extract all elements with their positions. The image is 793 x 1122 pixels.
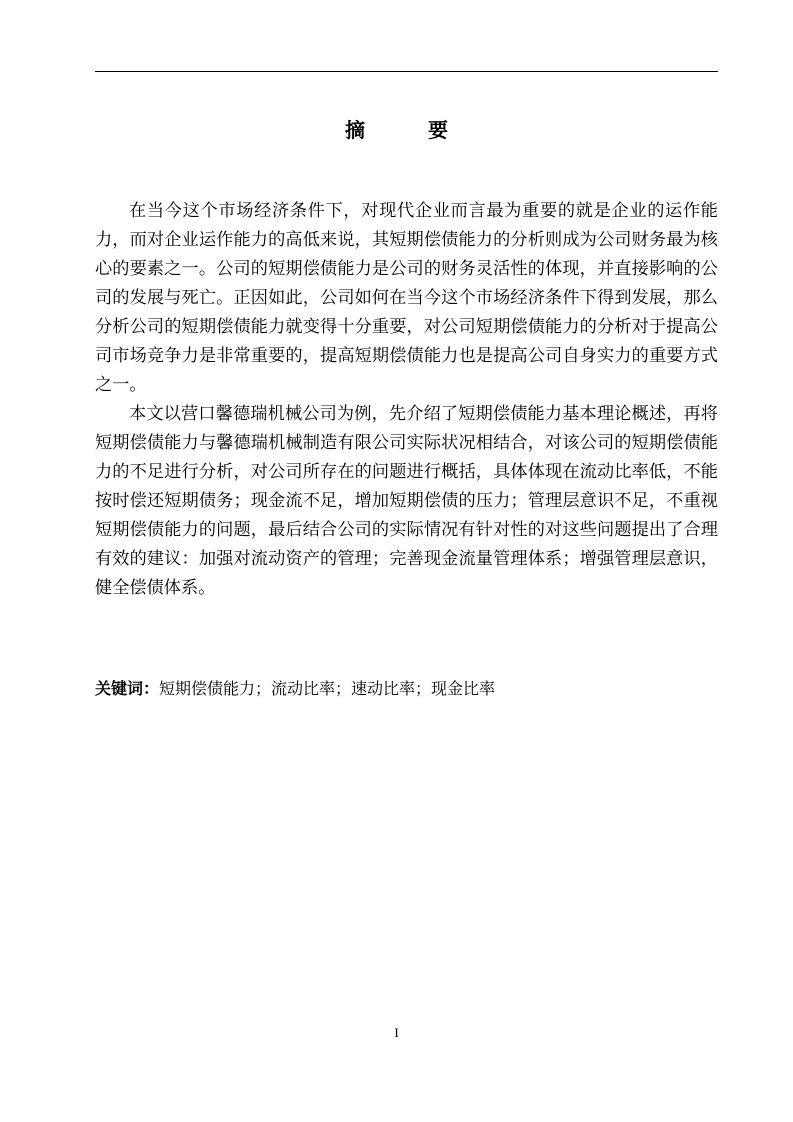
- abstract-body: [95, 197, 718, 603]
- keywords-text: 短期偿债能力；流动比率；速动比率；现金比率: [159, 679, 496, 698]
- header-rule: [95, 71, 718, 72]
- keywords-label: 关键词：: [95, 679, 160, 698]
- keywords-line: [95, 676, 718, 702]
- page-number: I: [394, 1025, 399, 1040]
- abstract-title: 摘 要: [345, 118, 476, 142]
- abstract-paragraph-2: 本文以营口馨德瑞机械公司为例，先介绍了短期偿债能力基本理论概述，再将短期偿债能力与馨德瑞机械制造有限公司实际状况相结合，对该公司的短期偿债能力的不足进行分析，对公司所存在的问题进行概括，具体体现在流动比率低，不能按时偿还短期债务；现金流不足，增加短期偿债的压力；管理层意识不足，不重视短期偿债能力的问题，最后结合公司的实际情况有针对性的对这些问题提出了合理有效的建议：加强对流动资产的管理；完善现金流量管理体系；增强管理层意识，健全偿债体系。: [95, 404, 718, 598]
- abstract-paragraph-1: 在当今这个市场经济条件下，对现代企业而言最为重要的就是企业的运作能力，而对企业运作能力的高低来说，其短期偿债能力的分析则成为公司财务最为核心的要素之一。公司的短期偿债能力是公司的财务灵活性的体现，并直接影响的公司的发展与死亡。正因如此，公司如何在当今这个市场经济条件下得到发展，那么分析公司的短期偿债能力就变得十分重要，对公司短期偿债能力的分析对于提高公司市场竞争力是非常重要的，提高短期偿债能力也是提高公司自身实力的重要方式之一。: [95, 201, 718, 395]
